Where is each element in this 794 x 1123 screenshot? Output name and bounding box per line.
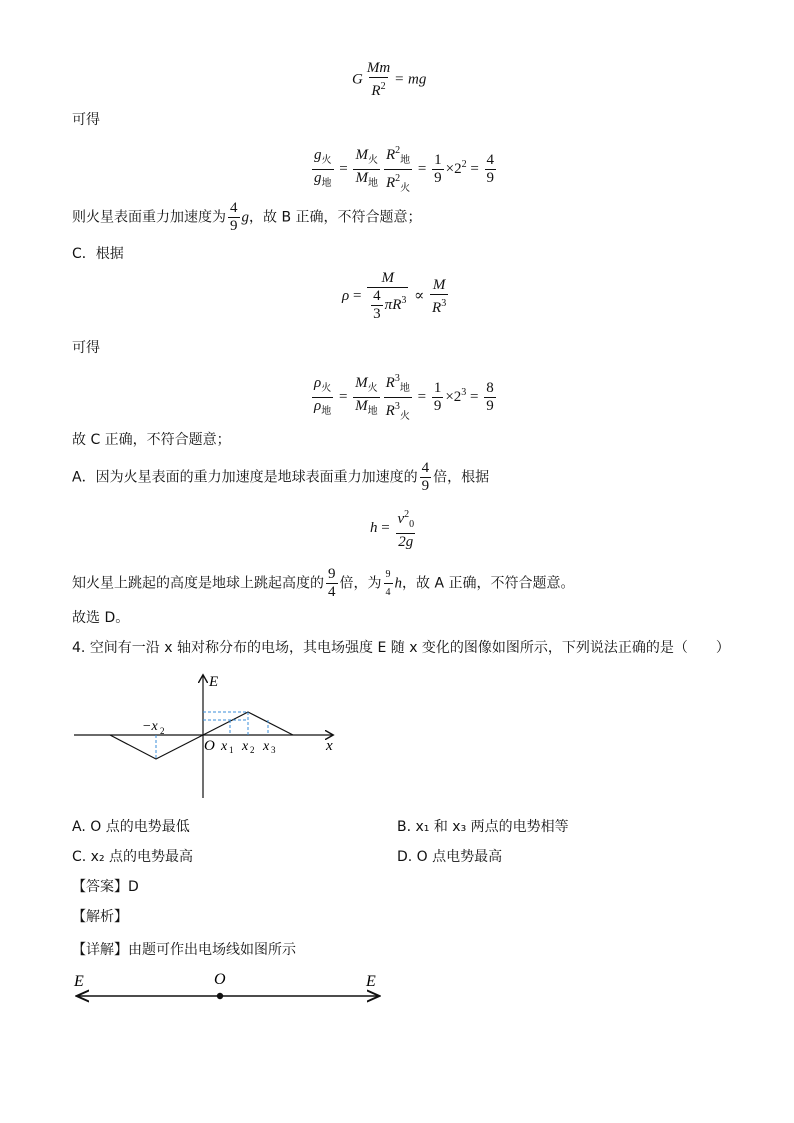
field-label-o: O — [214, 971, 226, 988]
answer-tag: 【答案】D — [72, 879, 139, 895]
e-x-graph — [70, 672, 350, 802]
field-label-left: E — [74, 973, 84, 990]
formula-gravity: G $\frac{Mm}{R^2}$ = mg — [352, 60, 427, 99]
label-neg-x2-sub: 2 — [160, 726, 165, 736]
text-a-line: A．因为火星表面的重力加速度是地球表面重力加速度的 $\frac{4}{9}$ 倍，根据 — [72, 460, 490, 494]
formula-height: h = $\frac{v^2_0}{2g}$ — [370, 509, 415, 550]
label-e: E — [209, 674, 219, 690]
text-kede-2: 可得 — [72, 340, 100, 356]
text-conclude-b: 则火星表面重力加速度为 $\frac{4}{9}$ g，故 B 正确，不符合题意； — [72, 200, 422, 234]
option-d[interactable]: D. O 点电势最高 — [397, 849, 503, 865]
question-number: 4. — [72, 640, 86, 656]
question-4-stem — [72, 638, 730, 658]
label-x2-sub: 2 — [250, 745, 255, 755]
label-x2: x — [242, 739, 249, 754]
text-kede-1: 可得 — [72, 112, 100, 128]
text-know-line: 知火星上跳起的高度是地球上跳起高度的 $\frac{9}{4}$ 倍，为 $\frac{9}{4}$ h，故 A 正确，不符合题意。 — [72, 566, 575, 600]
option-b[interactable]: B. x₁ 和 x₃ 两点的电势相等 — [397, 819, 569, 835]
text-choose-d: 故选 D。 — [72, 610, 130, 626]
option-c[interactable]: C. x₂ 点的电势最高 — [72, 849, 194, 865]
analysis-tag: 【解析】 — [72, 909, 128, 925]
label-x1-sub: 1 — [229, 745, 234, 755]
question-text: 空间有一沿 x 轴对称分布的电场，其电场强度 E 随 x 变化的图像如图所示，下列说法正确的是（ ） — [89, 640, 730, 656]
field-line-diagram — [70, 966, 390, 1010]
label-neg-x2: −x — [142, 719, 158, 734]
label-x3-sub: 3 — [271, 745, 276, 755]
formula-g-ratio: $\frac{g_火}{g_地}$ = $\frac{M_火}{M_地}$ $\frac{R^2_地}{R^2_火}$ = $\frac{1}{9}$ $\times 2^2$ = $\frac{4}{9}$ — [310, 142, 498, 197]
text-c-root: C．根据 — [72, 246, 124, 262]
formula-rho-ratio: $\frac{\rho_火}{\rho_地}$ = $\frac{M_火}{M_地}$ $\frac{R^3_地}{R^3_火}$ = $\frac{1}{9}$ $\times 2^3$ = $\frac{8}{9}$ — [310, 370, 498, 425]
origin-point — [217, 993, 223, 999]
label-o: O — [204, 738, 215, 754]
option-a[interactable]: A. O 点的电势最低 — [72, 819, 190, 835]
label-x: x — [326, 738, 333, 754]
label-x1: x — [221, 739, 228, 754]
formula-density: ρ = M $\frac{4}{3}$ $\pi R^3$ ∝ $\frac{M}{R^3}$ — [342, 270, 447, 322]
detail-text: 【详解】由题可作出电场线如图所示 — [72, 942, 296, 958]
label-x3: x — [263, 739, 270, 754]
field-label-right: E — [366, 973, 376, 990]
text-conclude-c: 故 C 正确，不符合题意； — [72, 432, 231, 448]
